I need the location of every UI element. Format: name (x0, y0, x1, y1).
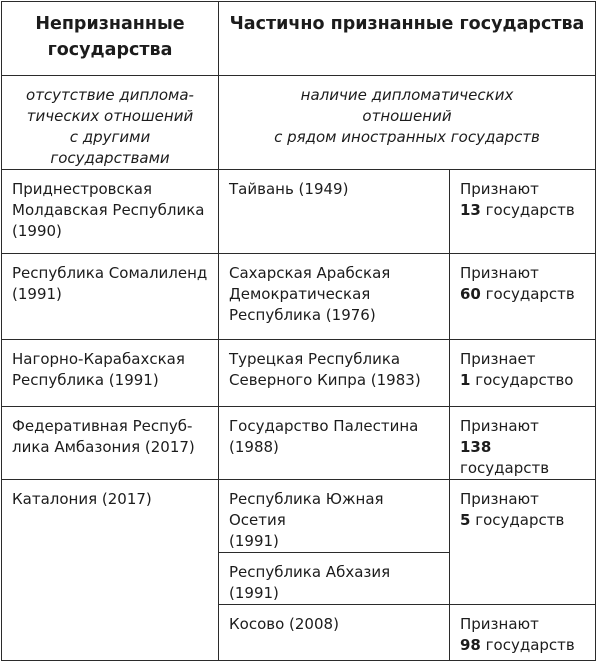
partial-state: Республика Абхазия (1991) (219, 553, 450, 605)
recognition-verb: Признают (460, 180, 539, 198)
description-partial: наличие дипломатических отношений с рядом иностранных государств (219, 76, 596, 170)
partial-state: Тайвань (1949) (219, 170, 450, 254)
table-row (2, 170, 596, 254)
partial-state: Косово (2008) (219, 605, 450, 661)
unrecognized-state: Республика Сомалиленд (1991) (2, 254, 219, 340)
recognition-unit: государств (485, 636, 575, 654)
partial-state: Государство Палестина (1988) (219, 407, 450, 480)
recognition-cell (450, 407, 596, 480)
recognition-count: 5 (460, 511, 471, 529)
description-unrecognized: отсутствие диплома- тических отношений с другими государствами (2, 76, 219, 170)
recognition-unit: государств (460, 459, 550, 477)
header-unrecognized: Непризнанные государства (2, 2, 219, 76)
recognition-verb: Признает (460, 350, 536, 368)
partial-state: Турецкая Республика Северного Кипра (1983) (219, 340, 450, 407)
recognition-cell (450, 605, 596, 661)
recognition-verb: Признают (460, 615, 539, 633)
recognition-verb: Признают (460, 264, 539, 282)
unrecognized-state: Каталония (2017) (2, 480, 219, 661)
recognition-verb: Признают (460, 417, 539, 435)
description-row (2, 76, 596, 170)
recognition-count: 98 (460, 636, 481, 654)
recognition-verb: Признают (460, 490, 539, 508)
recognition-cell (450, 170, 596, 254)
unrecognized-state: Нагорно-Карабахская Республика (1991) (2, 340, 219, 407)
states-table (1, 1, 596, 661)
recognition-count: 13 (460, 201, 481, 219)
partial-state: Республика Южная Осетия (1991) (219, 480, 450, 553)
recognition-count: 138 (460, 438, 492, 456)
recognition-count: 60 (460, 285, 481, 303)
table-row (2, 480, 596, 553)
recognition-unit: государств (485, 285, 575, 303)
recognition-unit: государство (475, 371, 574, 389)
unrecognized-state: Приднестровская Молдавская Республика (1990) (2, 170, 219, 254)
table-row (2, 254, 596, 340)
recognition-cell (450, 340, 596, 407)
header-partial: Частично признанные государства (219, 2, 596, 76)
recognition-cell (450, 480, 596, 605)
recognition-unit: государств (475, 511, 565, 529)
recognition-count: 1 (460, 371, 471, 389)
header-row (2, 2, 596, 76)
table-row (2, 340, 596, 407)
table-row (2, 407, 596, 480)
recognition-cell (450, 254, 596, 340)
unrecognized-state: Федеративная Респуб- лика Амбазония (2017) (2, 407, 219, 480)
recognition-unit: государств (485, 201, 575, 219)
partial-state: Сахарская Арабская Демократическая Республика (1976) (219, 254, 450, 340)
